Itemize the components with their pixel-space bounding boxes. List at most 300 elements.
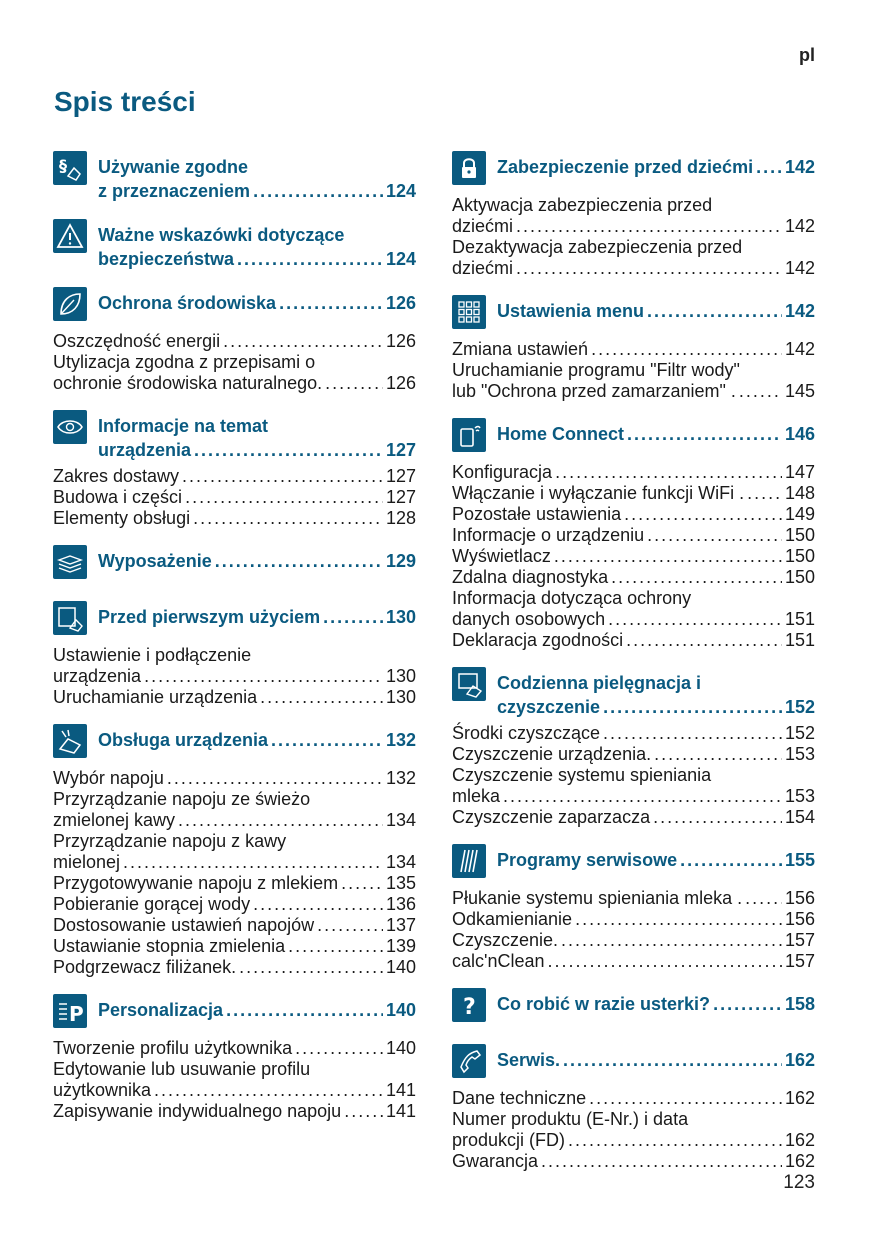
entry-line [53,789,416,810]
entry-page-number: 150 [784,546,815,566]
leader-dots [271,728,383,752]
section-page-number: 155 [784,850,815,870]
leader-dots [653,807,782,828]
leader-dots [516,216,782,237]
toc-entry-link[interactable] [53,894,416,915]
entry-page-number: 142 [784,216,815,236]
entry-page-number: 136 [385,894,416,914]
entry-page-number: 150 [784,525,815,545]
section-heading-link[interactable] [452,147,815,191]
entry-page-number: 150 [784,567,815,587]
entry-list [452,723,815,828]
toc-entry-link[interactable] [53,687,416,708]
section-heading-link[interactable] [452,291,815,335]
section-title-line [98,291,416,315]
leader-dots [575,909,782,930]
entry-text: Zapisywanie indywidualnego napoju [53,1101,342,1121]
toc-entry-link[interactable] [53,957,416,978]
entry-list [53,768,416,978]
entry-line [452,237,815,258]
section-heading-link[interactable] [53,147,416,203]
toc-section [452,291,815,402]
toc-entry-link[interactable] [452,462,815,483]
entry-line [452,1109,815,1130]
leader-dots [295,1038,383,1059]
toc-entry-link[interactable] [452,744,815,765]
section-title-text: z przeznaczeniem [98,181,251,201]
toc-entry-link[interactable] [53,466,416,487]
entry-line [452,360,815,381]
toc-entry-link[interactable] [452,237,815,279]
entry-line [53,645,416,666]
leader-dots [654,744,782,765]
entry-page-number: 154 [784,807,815,827]
leader-dots [323,605,383,629]
personalization-p-icon [53,994,87,1028]
toc-entry-link[interactable] [53,331,416,352]
entry-text: Zdalna diagnostyka [452,567,609,587]
toc-entry-link[interactable] [53,508,416,529]
entry-line [452,588,815,609]
toc-entry-link[interactable] [452,909,815,930]
toc-entry-link[interactable] [452,888,815,909]
entry-text: danych osobowych [452,609,606,629]
grid-menu-icon [452,295,486,329]
section-title-text: Ochrona środowiska [98,293,277,313]
layers-icon [53,545,87,579]
entry-page-number: 147 [784,462,815,482]
home-connect-icon [452,418,486,452]
entry-page-number: 151 [784,609,815,629]
entry-page-number: 142 [784,258,815,278]
section-heading-link[interactable] [53,720,416,764]
toc-entry-link[interactable] [452,951,815,972]
toc-entry-link[interactable] [452,765,815,807]
entry-text: Czyszczenie. [452,930,559,950]
leader-dots [185,487,383,508]
section-page-number: 124 [385,249,416,269]
section-heading-link[interactable] [53,406,416,462]
section-page-number: 152 [784,697,815,717]
entry-text: Czyszczenie urządzenia. [452,744,652,764]
entry-page-number: 127 [385,487,416,507]
entry-line [53,373,416,394]
leader-dots [713,992,782,1016]
section-page-number: 142 [784,157,815,177]
section-page-number: 162 [784,1050,815,1070]
entry-page-number: 162 [784,1130,815,1150]
section-title-text: Używanie zgodne [98,157,249,177]
section-title-text: urządzenia [98,440,192,460]
entry-line [452,888,815,909]
section-title-line [98,155,416,179]
section-title-line [98,549,416,573]
section-title-line [497,695,815,719]
entry-page-number: 134 [385,852,416,872]
toc-entry-link[interactable] [452,339,815,360]
entry-line [53,768,416,789]
leader-dots [503,786,782,807]
toc-entry-link[interactable] [53,352,416,394]
entry-text: Konfiguracja [452,462,553,482]
toc-entry-link[interactable] [452,930,815,951]
entry-page-number: 157 [784,930,815,950]
leader-dots [745,888,782,909]
eye-icon [53,410,87,444]
cleaning-hand-icon [452,667,486,701]
leader-dots [627,422,782,446]
leader-dots [589,1088,782,1109]
section-heading-link[interactable] [452,414,815,458]
entry-line [53,1080,416,1101]
section-heading-link[interactable] [53,283,416,327]
leader-dots [237,247,383,271]
section-page-number: 146 [784,424,815,444]
entry-text: Dane techniczne [452,1088,587,1108]
entry-line [452,1151,815,1172]
entry-page-number: 162 [784,1088,815,1108]
toc-section [53,597,416,708]
toc-entry-link[interactable] [53,1101,416,1122]
toc-section [452,1040,815,1172]
leader-dots [591,339,782,360]
entry-text: ochronie środowiska naturalnego. [53,373,323,393]
entry-text: Gwarancja [452,1151,539,1171]
leader-dots [680,848,782,872]
entry-text: Ustawianie stopnia zmielenia [53,936,286,956]
entry-line [452,546,815,567]
entry-text: Aktywacja zabezpieczenia przed [452,195,713,215]
toc-entry-link[interactable] [452,525,815,546]
entry-text: dziećmi [452,258,514,278]
entry-page-number: 130 [385,666,416,686]
toc-section [53,215,416,271]
toc-entry-link[interactable] [452,807,815,828]
leader-dots [756,155,782,179]
toc-section [53,541,416,585]
page-number: 123 [783,1172,815,1193]
section-heading-link[interactable] [53,597,416,641]
entry-line [53,936,416,957]
toc-entry-link[interactable] [452,1151,815,1172]
section-title-text: Codzienna pielęgnacja i [497,673,702,693]
section-title-text: czyszczenie [497,697,601,717]
section-title-line [98,179,416,203]
section-heading-link[interactable] [452,1040,815,1084]
leader-dots [325,373,383,394]
leader-dots [260,687,383,708]
entry-line [452,786,815,807]
entry-text: Podgrzewacz filiżanek. [53,957,237,977]
leader-dots [239,957,383,978]
entry-line [452,609,815,630]
section-heading-link[interactable] [53,990,416,1034]
section-page-number: 124 [385,181,416,201]
phone-icon [452,1044,486,1078]
entry-page-number: 128 [385,508,416,528]
page-title: Spis treści [54,86,196,117]
leader-dots [317,915,383,936]
entry-list [452,462,815,651]
toc-entry-link[interactable] [452,546,815,567]
entry-list [53,331,416,394]
entry-page-number: 130 [385,687,416,707]
entry-text: Informacje o urządzeniu [452,525,645,545]
section-title-line [497,992,815,1016]
book-hand-icon [53,601,87,635]
entry-text: Zmiana ustawień [452,339,589,359]
section-heading-link[interactable] [452,984,815,1028]
leader-dots [253,179,383,203]
entry-text: Budowa i części [53,487,183,507]
toc-entry-link[interactable] [452,567,815,588]
toc-entry-link[interactable] [53,1038,416,1059]
entry-text: Dezaktywacja zabezpieczenia przed [452,237,743,257]
entry-text: Informacja dotycząca ochrony [452,588,692,608]
toc-entry-link[interactable] [53,936,416,957]
entry-text: Deklaracja zgodności [452,630,624,650]
toc-section [53,990,416,1122]
entry-page-number: 132 [385,768,416,788]
leader-dots [555,462,782,483]
entry-text: dziećmi [452,216,514,236]
entry-text: Zakres dostawy [53,466,180,486]
section-title-text: Informacje na temat [98,416,269,436]
toc-entry-link[interactable] [452,723,815,744]
section-heading-link[interactable] [53,215,416,271]
entry-text: Uruchamianie programu "Filtr wody" [452,360,740,380]
toc-entry-link[interactable] [53,487,416,508]
leader-dots [563,1048,782,1072]
entry-text: Wyświetlacz [452,546,551,566]
entry-text: lub "Ochrona przed zamarzaniem" . [452,381,736,401]
toc-entry-link[interactable] [452,588,815,630]
entry-line [452,765,815,786]
leader-dots [603,723,782,744]
entry-line [452,930,815,951]
toc-entry-link[interactable] [452,1109,815,1151]
section-title-text: Ustawienia menu [497,301,645,321]
section-title-text: Programy serwisowe [497,850,678,870]
svg-text:?: ? [463,995,476,1019]
entry-line [53,915,416,936]
entry-text: Uruchamianie urządzenia [53,687,258,707]
section-page-number: 142 [784,301,815,321]
entry-line [452,339,815,360]
svg-text:P: P [69,1002,84,1025]
entry-text: Numer produktu (E-Nr.) i data [452,1109,689,1129]
entry-text: Pobieranie gorącej wody [53,894,251,914]
toc-section [452,414,815,651]
entry-line [53,687,416,708]
entry-text: Środki czyszczące [452,723,601,743]
section-title-text: Home Connect [497,424,625,444]
entry-text: Wybór napoju [53,768,164,788]
section-page-number: 158 [784,994,815,1014]
leader-dots [561,930,782,951]
section-title-line [497,299,815,323]
leader-dots [554,546,782,567]
entry-page-number: 145 [784,381,815,401]
toc-entry-link[interactable] [452,195,815,237]
entry-line [452,504,815,525]
leader-dots [123,852,383,873]
entry-line [452,567,815,588]
section-title-line [497,848,815,872]
entry-text: Utylizacja zgodna z przepisami o [53,352,316,372]
entry-line [53,873,416,894]
entry-line [452,1088,815,1109]
entry-page-number: 127 [385,466,416,486]
section-title-line [497,1048,815,1072]
entry-page-number: 139 [385,936,416,956]
leader-dots [608,609,782,630]
entry-page-number: 157 [784,951,815,971]
entry-list [53,1038,416,1122]
toc-entry-link[interactable] [53,915,416,936]
entry-text: Płukanie systemu spieniania mleka . [452,888,743,908]
entry-text: zmielonej kawy [53,810,176,830]
toc-entry-link[interactable] [53,1059,416,1101]
section-title-line [98,728,416,752]
leader-dots [568,1130,782,1151]
leader-dots [144,666,383,687]
entry-page-number: 153 [784,744,815,764]
section-title-line [497,671,815,695]
entry-list [53,466,416,529]
entry-text: Ustawienie i podłączenie [53,645,252,665]
leader-dots [548,951,782,972]
warning-triangle-icon [53,219,87,253]
entry-page-number: 148 [784,483,815,503]
entry-page-number: 141 [385,1080,416,1100]
entry-page-number: 149 [784,504,815,524]
toc-section [53,147,416,203]
leader-dots [611,567,782,588]
leader-dots [624,504,782,525]
entry-page-number: 140 [385,957,416,977]
entry-line [53,1059,416,1080]
entry-text: calc'nClean [452,951,545,971]
toc-column-right [452,147,815,1184]
entry-line [452,195,815,216]
section-title-text: Ważne wskazówki dotyczące [98,225,345,245]
entry-page-number: 137 [385,915,416,935]
entry-text: Przygotowywanie napoju z mlekiem [53,873,339,893]
section-title-text: Personalizacja [98,1000,224,1020]
section-page-number: 132 [385,730,416,750]
entry-list [53,645,416,708]
toc-section [53,720,416,978]
toc-entry-link[interactable] [53,768,416,789]
leader-dots [739,381,782,402]
toc-entry-link[interactable] [53,873,416,894]
leader-dots [178,810,383,831]
entry-text: Odkamienianie [452,909,573,929]
leader-dots [541,1151,782,1172]
section-title-line [98,247,416,271]
toc-section [53,406,416,529]
section-title-text: Wyposażenie [98,551,212,571]
entry-text: Elementy obsługi [53,508,191,528]
section-title-line [497,155,815,179]
entry-line [452,381,815,402]
toc-entry-link[interactable] [53,831,416,873]
entry-page-number: 134 [385,810,416,830]
leader-dots [253,894,383,915]
leader-dots [223,331,383,352]
toc-section [53,283,416,394]
section-title-line [98,223,416,247]
leader-dots [603,695,782,719]
section-title-text: Co robić w razie usterki? [497,994,711,1014]
section-heading-link[interactable] [452,840,815,884]
toc-section [452,147,815,279]
svg-text:§: § [59,156,67,175]
entry-text: Czyszczenie systemu spieniania [452,765,712,785]
entry-page-number: 142 [784,339,815,359]
leader-dots [647,299,782,323]
toc-entry-link[interactable] [452,630,815,651]
section-heading-link[interactable] [53,541,416,585]
question-icon [452,988,486,1022]
entry-text: użytkownika [53,1080,152,1100]
section-title-line [497,422,815,446]
leader-dots [344,1101,383,1122]
section-page-number: 126 [385,293,416,313]
toc-entry-link[interactable] [452,483,815,504]
entry-line [452,1130,815,1151]
leaf-icon [53,287,87,321]
entry-text: Przyrządzanie napoju z kawy [53,831,287,851]
toc-column-left [53,147,416,1134]
section-page-number: 140 [385,1000,416,1020]
entry-line [53,831,416,852]
entry-page-number: 162 [784,1151,815,1171]
entry-line [452,630,815,651]
entry-line [53,957,416,978]
entry-line [452,723,815,744]
leader-dots [194,438,383,462]
toc-entry-link[interactable] [53,789,416,831]
leader-dots [516,258,782,279]
leader-dots [193,508,383,529]
entry-line [452,525,815,546]
entry-list [452,195,815,279]
toc-entry-link[interactable] [452,504,815,525]
leader-dots [279,291,383,315]
entry-line [53,1101,416,1122]
toc-section [452,663,815,828]
entry-text: Oszczędność energii [53,331,221,351]
entry-page-number: 151 [784,630,815,650]
entry-list [452,1088,815,1172]
entry-list [452,339,815,402]
entry-text: mleka [452,786,501,806]
entry-page-number: 126 [385,331,416,351]
lock-icon [452,151,486,185]
section-heading-link[interactable] [452,663,815,719]
toc-section [452,984,815,1028]
entry-text: Włączanie i wyłączanie funkcji WiFi . [452,483,745,503]
entry-text: urządzenia [53,666,142,686]
toc-entry-link[interactable] [452,360,815,402]
toc-entry-link[interactable] [452,1088,815,1109]
leader-dots [747,483,782,504]
entry-page-number: 140 [385,1038,416,1058]
section-title-line [98,438,416,462]
toc-entry-link[interactable] [53,645,416,687]
